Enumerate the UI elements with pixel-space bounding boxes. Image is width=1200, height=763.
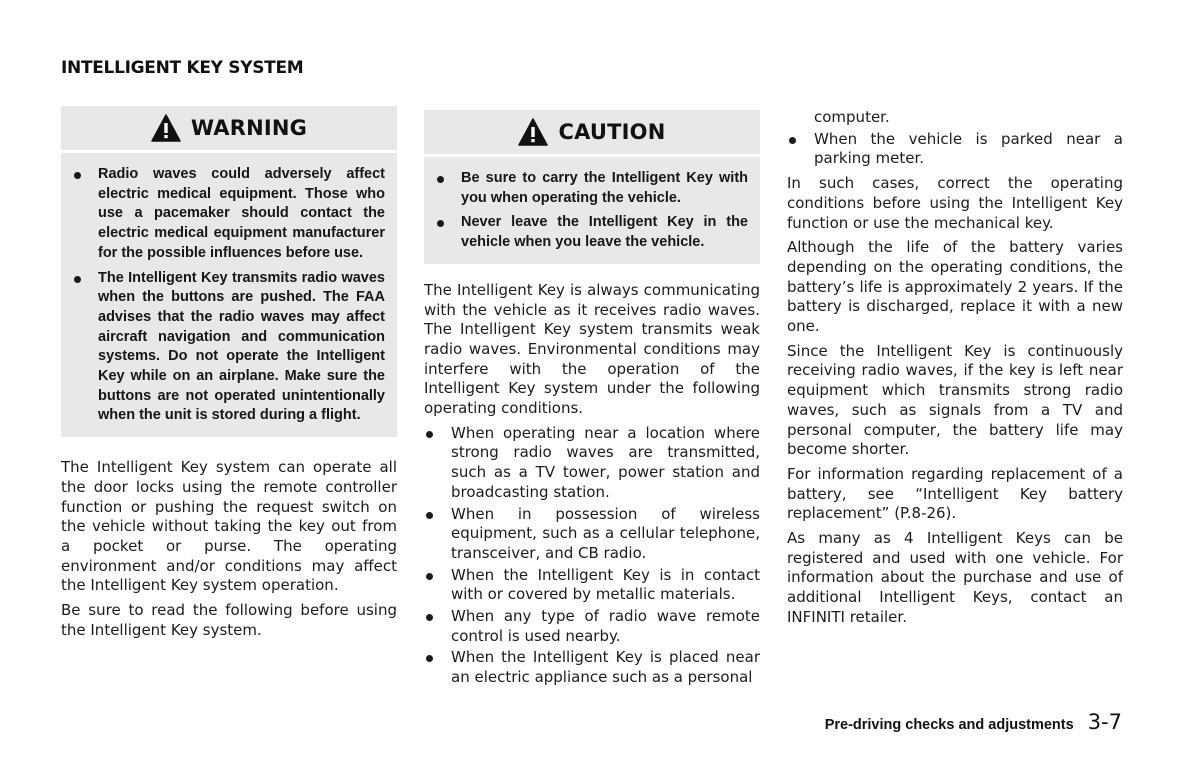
caution-list xyxy=(424,157,760,253)
column-1 xyxy=(61,106,397,645)
condition-item: When the Intelligent Key is placed near an electric appliance such as a personal xyxy=(424,648,760,687)
footer-section-title: Pre-driving checks and adjustments xyxy=(824,717,1074,733)
condition-item: When the vehicle is parked near a parking meter. xyxy=(787,130,1123,169)
condition-item: When the Intelligent Key is in contact with or covered by metallic materials. xyxy=(424,566,760,605)
condition-item: When in possession of wireless equipment, such as a cellular telephone, transceiver, and CB radio. xyxy=(424,505,760,564)
condition-item: When operating near a location where strong radio waves are transmitted, such as a TV tower, power station and broadcasting station. xyxy=(424,424,760,503)
caution-item: Be sure to carry the Intelligent Key with you when operating the vehicle. xyxy=(436,169,748,208)
communication-paragraph: The Intelligent Key is always communicating with the vehicle as it receives radio waves. The Intelligent Key system transmits weak radio waves. Environmental conditions may interfere with the operation of the Intelligent Key system under the following operating conditions. xyxy=(424,280,760,418)
page-header-title: INTELLIGENT KEY SYSTEM xyxy=(61,58,304,78)
battery-shorter-paragraph: Since the Intelligent Key is continuously receiving radio waves, if the key is left near equipment which transmits strong radio waves, such as signals from a TV and personal computer, the battery life may become shorter. xyxy=(787,341,1123,459)
page-footer xyxy=(825,710,1122,734)
page-number: 3-7 xyxy=(1087,710,1122,734)
registration-paragraph: As many as 4 Intelligent Keys can be registered and used with one vehicle. For information about the purchase and use of additional Intelligent Keys, contact an INFINITI retailer. xyxy=(787,529,1123,626)
caution-box xyxy=(424,110,760,264)
warning-triangle-icon xyxy=(151,114,181,142)
caution-title: CAUTION xyxy=(558,120,666,144)
battery-life-paragraph: Although the life of the battery varies depending on the operating conditions, the battery’s life is approximately 2 years. If the battery is discharged, replace it with a new one. xyxy=(787,238,1123,336)
such-cases-paragraph: In such cases, correct the operating conditions before using the Intelligent Key function or use the mechanical key. xyxy=(787,174,1123,232)
conditions-list-continued xyxy=(787,130,1123,169)
intro-paragraph: The Intelligent Key system can operate all the door locks using the remote controller function or pushing the request switch on the vehicle without taking the key out from a pocket or purse. The operating environment and/or conditions may affect the Intelligent Key system operation. xyxy=(61,458,397,595)
column-2 xyxy=(424,110,760,693)
warning-item: The Intelligent Key transmits radio waves when the buttons are pushed. The FAA advises that the radio waves may affect aircraft navigation and communication systems. Do not operate the Intelligent Key while on an airplane. Make sure the buttons are not operated unintentionally when the unit is stored during a flight. xyxy=(73,269,385,427)
read-before-paragraph: Be sure to read the following before using the Intelligent Key system. xyxy=(61,601,397,639)
battery-replacement-paragraph: For information regarding replacement of a battery, see “Intelligent Key battery replacement” (P.8-26). xyxy=(787,464,1123,523)
warning-title: WARNING xyxy=(190,116,308,140)
warning-triangle-icon xyxy=(518,118,548,146)
condition-item-continued: computer. xyxy=(814,108,890,126)
condition-item: When any type of radio wave remote control is used nearby. xyxy=(424,607,760,646)
warning-box xyxy=(61,106,397,437)
warning-header xyxy=(61,106,397,153)
warning-list xyxy=(61,153,397,426)
caution-header xyxy=(424,110,760,157)
warning-item: Radio waves could adversely affect electric medical equipment. Those who use a pacemaker should contact the electric medical equipment manufacturer for the possible influences before use. xyxy=(73,165,385,264)
column-3 xyxy=(787,108,1123,633)
conditions-list xyxy=(424,424,760,688)
caution-item: Never leave the Intelligent Key in the vehicle when you leave the vehicle. xyxy=(436,213,748,252)
